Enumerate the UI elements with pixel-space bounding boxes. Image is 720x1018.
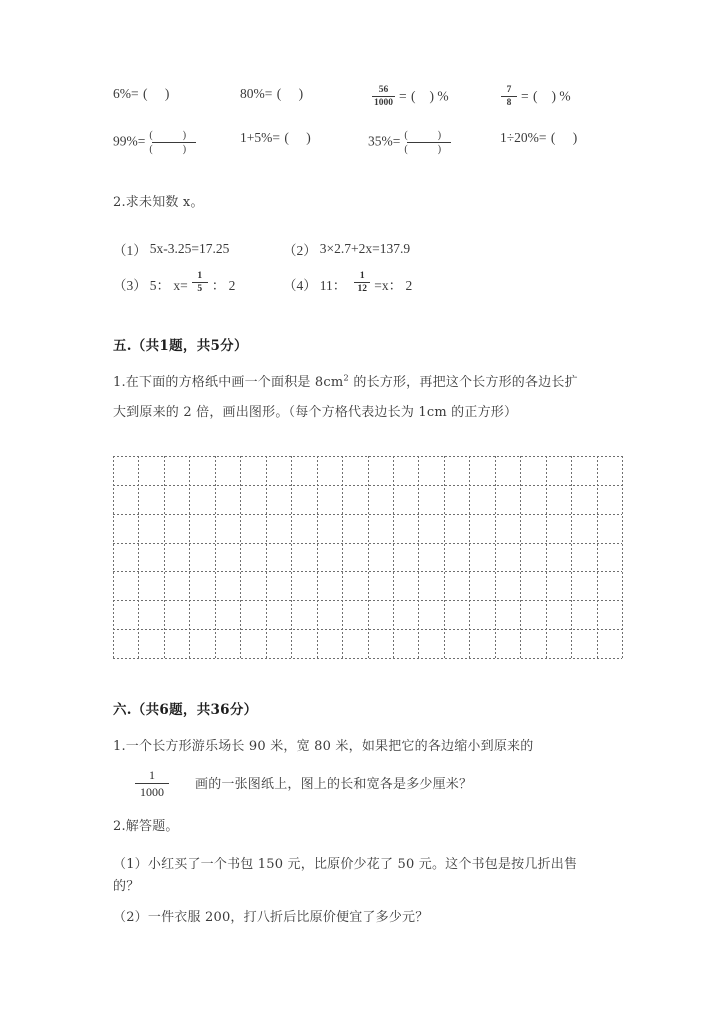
- section-six-q2-item-1: [113, 850, 633, 880]
- blank-item-6-percent: [113, 86, 169, 102]
- superscript-square: 2: [343, 373, 350, 384]
- item-label: （3）: [113, 277, 147, 293]
- grid-vertical-line: [546, 456, 547, 658]
- blank-item-35-percent: [368, 130, 457, 155]
- close-paren: ): [164, 86, 170, 101]
- grid-vertical-line: [317, 456, 318, 658]
- fraction-denominator: 12: [357, 284, 367, 294]
- expression-80-percent: [240, 86, 303, 102]
- fraction-numerator: 56: [378, 85, 389, 95]
- grid-vertical-line: [393, 456, 394, 658]
- solve-x-item-3: [113, 272, 235, 295]
- fraction-denominator: 8: [506, 98, 512, 108]
- expression-1-div-20-percent: [500, 130, 577, 146]
- solve-x-heading: 2.求未知数 x。: [113, 195, 204, 210]
- fraction-denominator: 5: [197, 284, 203, 294]
- item-label: （1）: [113, 243, 147, 258]
- fraction-1-over-12: [354, 271, 370, 294]
- grid-horizontal-line: [113, 456, 622, 457]
- fraction-numerator: 1: [149, 768, 155, 782]
- fraction-bar: [372, 96, 395, 97]
- grid-vertical-line: [240, 456, 241, 658]
- grid-vertical-line: [444, 456, 445, 658]
- blank-item-1-div-20-percent: [500, 130, 577, 146]
- equals-sign: =: [137, 133, 146, 149]
- fraction-denominator: 1000: [140, 785, 164, 799]
- grid-vertical-line: [164, 456, 165, 658]
- close-paren: ): [429, 88, 434, 104]
- expression-35-percent: [368, 130, 457, 155]
- item-label: （2）: [113, 910, 148, 925]
- answer-fraction-blank: [147, 130, 200, 155]
- section-six-q2-item-1-cont: 的？: [113, 879, 140, 894]
- q1-tail-text: 画的一张图纸上，图上的长和宽各是多少厘米？: [195, 776, 473, 792]
- fraction-bar: [354, 282, 370, 283]
- item-label: （2）: [283, 243, 317, 258]
- fraction-numerator: 7: [506, 85, 512, 95]
- section-six-q1-line2: [131, 769, 472, 800]
- denominator-blank: ( ): [404, 144, 456, 155]
- numerator-blank: ( ): [404, 130, 456, 141]
- grid-horizontal-line: [113, 658, 622, 659]
- lhs-1-plus-5-percent: 1+5%: [240, 130, 273, 145]
- fraction-bar: [192, 282, 208, 283]
- close-paren: ): [306, 130, 311, 145]
- grid-vertical-line: [469, 456, 470, 658]
- solve-x-item-2: [283, 239, 410, 259]
- equals-open-paren: = (: [264, 86, 282, 101]
- section-six-q2-item-2: [113, 903, 633, 933]
- equals-open-paren: = (: [521, 88, 538, 104]
- grid-horizontal-line: [113, 629, 622, 630]
- lhs-99-percent: 99%: [113, 133, 138, 149]
- percent-unit: %: [559, 88, 571, 104]
- fraction-1-over-1000: [135, 768, 169, 799]
- expression-56-1000: [368, 86, 449, 109]
- item-prefix: 11：: [319, 277, 347, 293]
- solve-x-item-4: [283, 272, 412, 295]
- lhs-80-percent: 80%: [240, 86, 265, 101]
- fraction-bar: [135, 783, 169, 784]
- equals-open-paren: = (: [538, 130, 556, 145]
- numerator-blank: ( ): [149, 130, 201, 141]
- item-prefix: 5： x=: [149, 277, 188, 293]
- fraction-numerator: 1: [197, 271, 203, 281]
- grid-vertical-line: [215, 456, 216, 658]
- grid-vertical-line: [113, 456, 114, 658]
- grid-vertical-line: [342, 456, 343, 658]
- item-label: （1）: [113, 857, 148, 872]
- section-six-q1-line1: 1.一个长方形游乐场长 90 米，宽 80 米，如果把它的各边缩小到原来的: [113, 739, 534, 754]
- expression-6-percent: [113, 86, 169, 102]
- grid-vertical-line: [495, 456, 496, 658]
- equals-sign: =: [392, 133, 401, 149]
- grid-horizontal-line: [113, 514, 622, 515]
- blank-item-80-percent: [240, 86, 303, 102]
- item-text: 一件衣服 200，打八折后比原价便宜了多少元？: [147, 910, 429, 925]
- grid-vertical-line: [291, 456, 292, 658]
- equals-open-paren: = (: [399, 88, 416, 104]
- percent-unit: %: [437, 88, 449, 104]
- grid-vertical-line: [520, 456, 521, 658]
- fraction-bar: [407, 142, 451, 143]
- item-expression: 3×2.7+2x=137.9: [319, 241, 411, 256]
- grid-vertical-line: [622, 456, 623, 658]
- grid-vertical-line: [571, 456, 572, 658]
- grid-vertical-line: [189, 456, 190, 658]
- section-five-question: [113, 368, 613, 398]
- item-suffix: ： 2: [211, 277, 236, 293]
- grid-horizontal-line: [113, 571, 622, 572]
- grid-horizontal-line: [113, 543, 622, 544]
- blank-item-1-plus-5-percent: [240, 130, 311, 146]
- fraction-7-over-8: [501, 85, 517, 108]
- section-six-heading: 六.（共6题，共36分）: [113, 702, 258, 718]
- blank-item-99-percent: [113, 130, 202, 155]
- item-label: （4）: [283, 277, 317, 293]
- grid-horizontal-line: [113, 600, 622, 601]
- section-six-q2-heading: 2.解答题。: [113, 819, 179, 834]
- grid-vertical-line: [368, 456, 369, 658]
- equals-open-paren: = (: [131, 86, 148, 101]
- lhs-35-percent: 35%: [368, 133, 393, 149]
- fraction-denominator: 1000: [374, 98, 393, 108]
- close-paren: ): [298, 86, 304, 101]
- close-paren: ): [551, 88, 556, 104]
- grid-horizontal-line: [113, 485, 622, 486]
- item-expression: 5x-3.25=17.25: [149, 241, 230, 256]
- equals-open-paren: = (: [272, 130, 290, 145]
- section-five-heading: 五.（共1题，共5分）: [113, 338, 248, 354]
- lhs-1-div-20-percent: 1÷20%: [500, 130, 539, 145]
- denominator-blank: ( ): [149, 144, 201, 155]
- question-text-line1: 1.在下面的方格纸中画一个面积是 8cm: [113, 375, 344, 390]
- fraction-bar: [152, 142, 196, 143]
- grid-vertical-line: [597, 456, 598, 658]
- fraction-numerator: 1: [359, 271, 365, 281]
- grid-vertical-line: [138, 456, 139, 658]
- question-text-line1-tail: 的长方形，再把这个长方形的各边长扩: [349, 375, 578, 390]
- grid-vertical-line: [266, 456, 267, 658]
- fraction-bar: [501, 96, 517, 97]
- fraction-1-over-5: [192, 271, 208, 294]
- grid-vertical-line: [418, 456, 419, 658]
- section-five-question-line2: 大到原来的 2 倍，画出图形。（每个方格代表边长为 1cm 的正方形）: [113, 405, 518, 420]
- lhs-6-percent: 6%: [113, 86, 131, 101]
- blank-item-7-8: [497, 86, 571, 109]
- item-suffix: =x： 2: [374, 277, 413, 293]
- blank-item-56-1000: [368, 86, 449, 109]
- solve-x-item-1: [113, 239, 229, 259]
- fraction-56-over-1000: [372, 85, 395, 108]
- expression-1-plus-5-percent: [240, 130, 311, 146]
- close-paren: ): [572, 130, 578, 145]
- answer-fraction-blank: [402, 130, 455, 155]
- expression-99-percent: [113, 130, 202, 155]
- item-text: 小红买了一个书包 150 元，比原价少花了 50 元。这个书包是按几折出售: [147, 857, 578, 872]
- expression-7-8: [497, 86, 571, 109]
- grid-paper[interactable]: [113, 456, 622, 658]
